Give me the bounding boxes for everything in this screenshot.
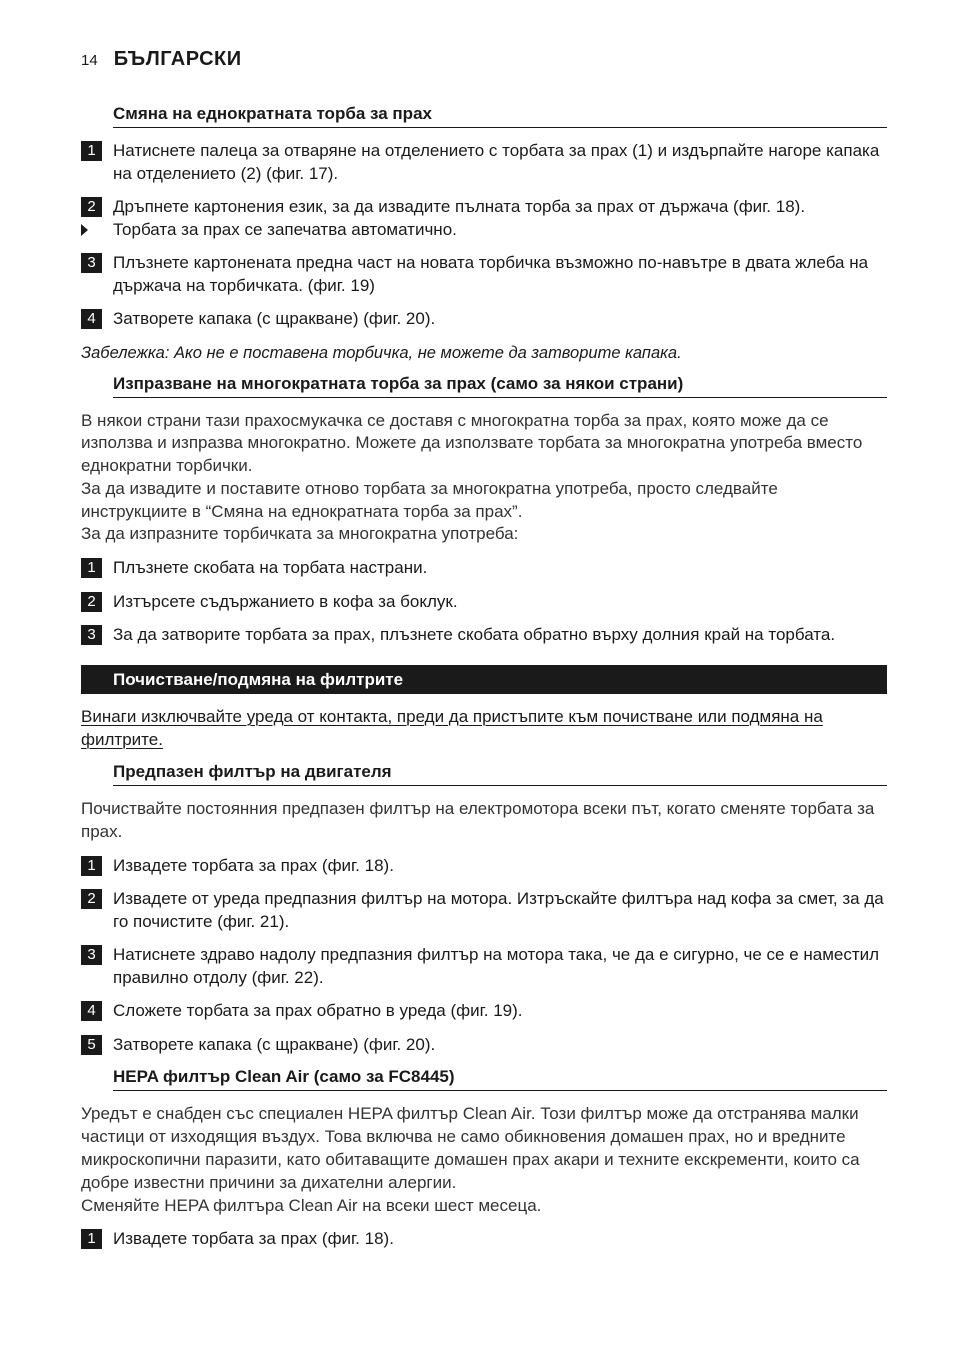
body-paragraph <box>81 410 887 547</box>
step-item <box>81 1034 887 1057</box>
paragraph-line: За да извадите и поставите отново торбата за многократна употреба, просто следвайте инструкциите в “Смяна на еднократната торба за прах”. <box>81 478 778 521</box>
step-text: Плъзнете скобата на торбата настрани. <box>113 558 428 578</box>
step-text: Извадете торбата за прах (фиг. 18). <box>113 855 394 875</box>
step-item <box>81 944 887 989</box>
result-arrow-icon <box>81 219 113 236</box>
step-text: Сложете торбата за прах обратно в уреда (фиг. 19). <box>113 1001 523 1021</box>
step-item <box>81 140 887 185</box>
section-heading-filters: Почистване/подмяна на филтрите <box>81 665 887 694</box>
step-item <box>81 888 887 933</box>
step-text: Извадете торбата за прах (фиг. 18). <box>113 1229 394 1249</box>
step-number: 1 <box>81 558 102 578</box>
step-item <box>81 196 887 219</box>
step-item <box>81 252 887 297</box>
step-number: 4 <box>81 309 102 329</box>
step-item <box>81 308 887 331</box>
step-text: Затворете капака (с щракване) (фиг. 20). <box>113 309 436 328</box>
step-item <box>81 1000 887 1023</box>
step-number: 1 <box>81 856 102 876</box>
section-heading-reusable-bag: Изпразване на многократната торба за прах (само за някои страни) <box>113 374 887 398</box>
step-number: 1 <box>81 1229 102 1249</box>
result-item <box>81 219 887 242</box>
step-text: Натиснете здраво надолу предпазния филтър на мотора така, че да е сигурно, че се е наместил правилно отдолу (фиг. 22). <box>113 945 880 987</box>
step-item <box>81 1228 887 1251</box>
language-title: БЪЛГАРСКИ <box>113 48 242 70</box>
step-item <box>81 855 887 878</box>
step-number: 4 <box>81 1001 102 1021</box>
section-heading-disposable-bag: Смяна на еднократната торба за прах <box>113 104 887 128</box>
step-number: 1 <box>81 141 102 161</box>
step-item <box>81 591 887 614</box>
step-text: За да затворите торбата за прах, плъзнете скобата обратно върху долния край на торбата. <box>113 625 836 645</box>
body-paragraph <box>81 1103 887 1217</box>
page-header <box>81 48 242 71</box>
step-text: Натиснете палеца за отваряне на отделението с торбата за прах (1) и издърпайте нагоре капака на отделението (2) (фиг. 17). <box>113 141 880 183</box>
step-number: 3 <box>81 945 102 965</box>
step-text: Извадете от уреда предпазния филтър на мотора. Изтръскайте филтъра над кофа за смет, за да го почистите (фиг. 21). <box>113 889 884 931</box>
step-number: 3 <box>81 625 102 645</box>
paragraph-line: В някои страни тази прахосмукачка се доставя с многократна торба за прах, която може да се използва и изпразва многократно. Можете да използвате торбата за многократна употреба вместо еднократни торбички. <box>81 410 863 476</box>
paragraph-line: Уредът е снабден със специален HEPA филтър Clean Air. Този филтър може да отстранява малки частици от изходящия въздух. Това включва не само обикновения домашен прах, но и вредните микроскопични паразити, като обитаващите домашен прах акари и техните екскременти, които са добре известни причини за дихателни алергии. <box>81 1104 860 1192</box>
page-content <box>81 104 887 1262</box>
step-item <box>81 557 887 580</box>
step-text: Дръпнете картонения език, за да извадите пълната торба за прах от държача (фиг. 18). <box>113 197 806 216</box>
step-text: Затворете капака (с щракване) (фиг. 20). <box>113 1034 436 1054</box>
paragraph-line: Сменяйте HEPA филтъра Clean Air на всеки шест месеца. <box>81 1195 542 1215</box>
warning-text <box>81 706 887 752</box>
page-number: 14 <box>81 52 98 69</box>
section-heading-motor-filter: Предпазен филтър на двигателя <box>113 762 887 786</box>
step-number: 5 <box>81 1035 102 1055</box>
step-item <box>81 624 887 647</box>
paragraph-line: За да изпразните торбичката за многократна употреба: <box>81 524 519 544</box>
body-paragraph: Почиствайте постоянния предпазен филтър на електромотора всеки път, когато сменяте торбата за прах. <box>81 799 875 842</box>
step-text: Изтърсете съдържанието в кофа за боклук. <box>113 591 458 611</box>
result-text: Торбата за прах се запечатва автоматично. <box>113 219 457 239</box>
step-number: 3 <box>81 253 102 273</box>
section-heading-hepa-filter: HEPA филтър Clean Air (само за FC8445) <box>113 1067 887 1091</box>
note-text: Забележка: Ако не е поставена торбичка, не можете да затворите капака. <box>81 343 682 362</box>
step-number: 2 <box>81 592 102 612</box>
step-number: 2 <box>81 889 102 909</box>
warning-line: Винаги изключвайте уреда от контакта, преди да пристъпите към почистване или подмяна на филтрите. <box>81 706 823 749</box>
step-number: 2 <box>81 197 102 217</box>
step-text: Плъзнете картонената предна част на новата торбичка възможно по-навътре в двата жлеба на държача на торбичката. (фиг. 19) <box>113 253 869 295</box>
